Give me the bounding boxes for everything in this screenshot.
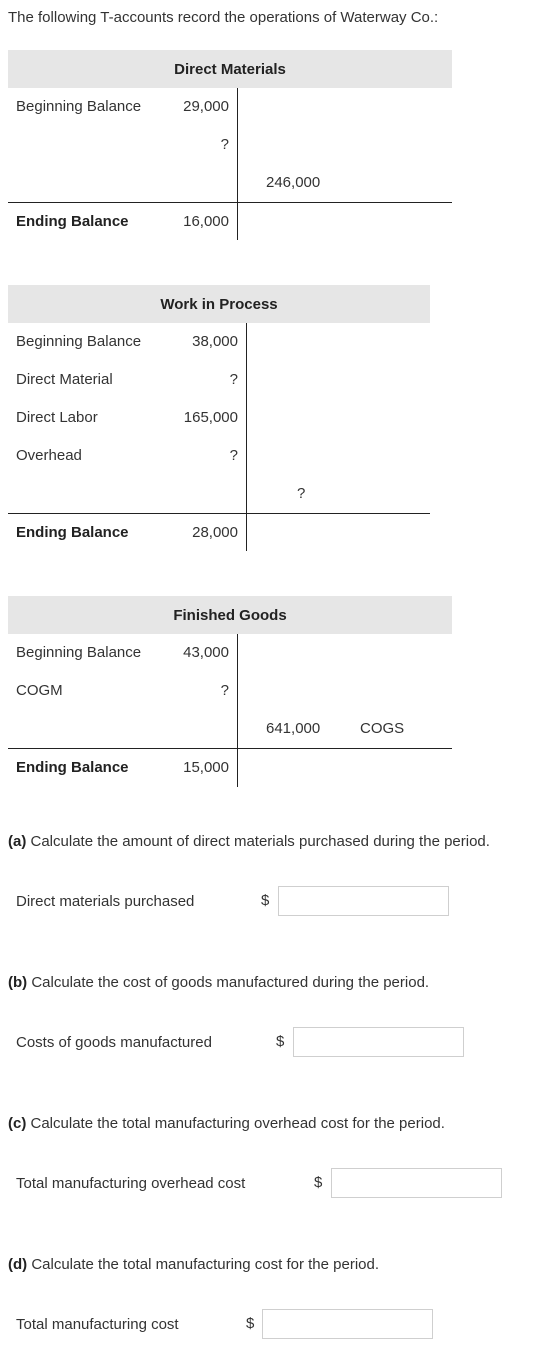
cost-of-goods-manufactured-label: Costs of goods manufactured — [16, 1034, 212, 1051]
question-b-text: Calculate the cost of goods manufactured during the period. — [27, 974, 430, 991]
currency-symbol-a: $ — [261, 892, 270, 909]
fg-title: Finished Goods — [8, 596, 452, 634]
fg-vertical-rule — [237, 634, 238, 787]
dm-beginning-label: Beginning Balance — [16, 98, 142, 115]
wip-credit-value: ? — [297, 485, 306, 502]
wip-overhead-value: ? — [229, 447, 238, 464]
dm-vertical-rule — [237, 88, 238, 240]
dm-ending-value: 16,000 — [183, 213, 229, 230]
fg-beginning-value: 43,000 — [183, 644, 229, 661]
wip-horizontal-rule — [8, 513, 430, 514]
dm-ending-label: Ending Balance — [16, 213, 129, 230]
question-d-text: Calculate the total manufacturing cost for the period. — [27, 1256, 380, 1273]
total-manufacturing-overhead-label: Total manufacturing overhead cost — [16, 1175, 246, 1192]
wip-title: Work in Process — [8, 285, 430, 323]
wip-direct-material-value: ? — [229, 371, 238, 388]
wip-ending-label: Ending Balance — [16, 524, 129, 541]
dm-purchases-unknown: ? — [220, 136, 229, 153]
wip-direct-labor-value: 165,000 — [183, 409, 238, 426]
total-manufacturing-overhead-input[interactable] — [331, 1168, 502, 1198]
cost-of-goods-manufactured-input[interactable] — [293, 1027, 464, 1057]
direct-materials-purchased-label: Direct materials purchased — [16, 893, 195, 910]
dm-credit-value: 246,000 — [266, 174, 321, 191]
wip-vertical-rule — [246, 323, 247, 551]
wip-direct-material-label: Direct Material — [16, 371, 113, 388]
direct-materials-purchased-input[interactable] — [278, 886, 449, 916]
question-d — [8, 1256, 379, 1273]
currency-symbol-d: $ — [246, 1315, 255, 1332]
fg-cogm-value: ? — [220, 682, 229, 699]
currency-symbol-b: $ — [276, 1033, 285, 1050]
fg-beginning-label: Beginning Balance — [16, 644, 142, 661]
question-c — [8, 1115, 445, 1132]
fg-cogs-label: COGS — [360, 720, 405, 737]
question-c-text: Calculate the total manufacturing overhead cost for the period. — [26, 1115, 445, 1132]
total-manufacturing-cost-label: Total manufacturing cost — [16, 1316, 179, 1333]
question-c-part: (c) — [8, 1115, 27, 1132]
question-d-part: (d) — [8, 1256, 28, 1273]
question-b-part: (b) — [8, 974, 28, 991]
fg-cogm-label: COGM — [16, 682, 63, 699]
currency-symbol-c: $ — [314, 1174, 323, 1191]
total-manufacturing-cost-input[interactable] — [262, 1309, 433, 1339]
wip-beginning-label: Beginning Balance — [16, 333, 142, 350]
fg-ending-value: 15,000 — [183, 759, 229, 776]
wip-overhead-label: Overhead — [16, 447, 82, 464]
intro-text: The following T-accounts record the operations of Waterway Co.: — [8, 9, 439, 26]
dm-title: Direct Materials — [8, 50, 452, 88]
question-a-part: (a) — [8, 833, 27, 850]
dm-beginning-value: 29,000 — [183, 98, 229, 115]
fg-credit-value: 641,000 — [266, 720, 321, 737]
question-a-text: Calculate the amount of direct materials purchased during the period. — [26, 833, 490, 850]
dm-horizontal-rule — [8, 202, 452, 203]
question-a — [8, 833, 490, 850]
fg-horizontal-rule — [8, 748, 452, 749]
wip-direct-labor-label: Direct Labor — [16, 409, 98, 426]
wip-ending-value: 28,000 — [192, 524, 238, 541]
question-b — [8, 974, 429, 991]
fg-ending-label: Ending Balance — [16, 759, 129, 776]
wip-beginning-value: 38,000 — [192, 333, 238, 350]
